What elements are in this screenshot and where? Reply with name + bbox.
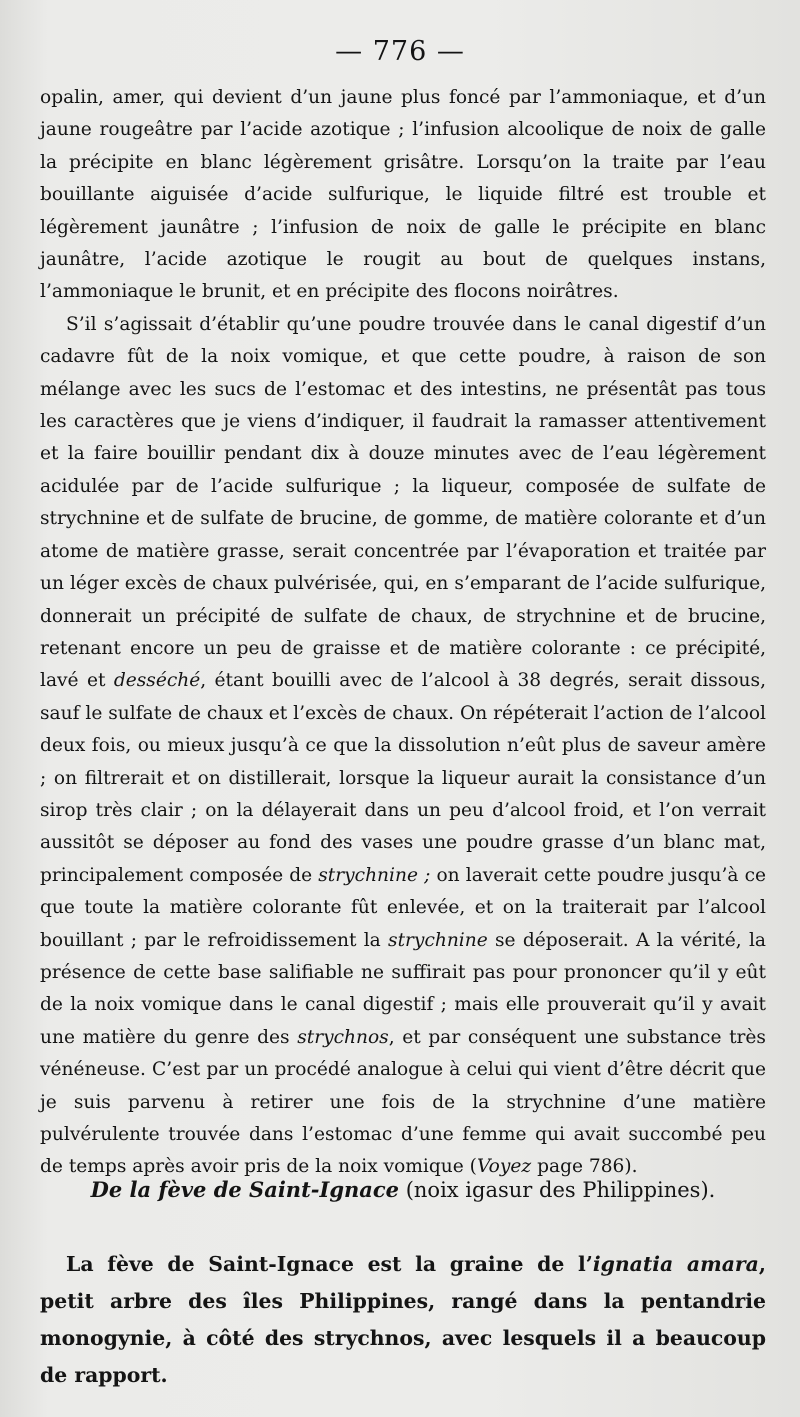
italic-term: strychnine ; [318,864,431,886]
section-heading-subtitle: (noix igasur des Philippines). [399,1178,716,1202]
italic-term: strychnos [297,1026,389,1048]
text-run: S’il s’agissait d’établir qu’une poudre trouvée dans le canal digestif d’un cadavre fût de la noix vomique, et que cette poudre, à raison de son mélange avec les sucs de l’estomac et des intestins, ne présentât pas tous les caractères que je viens d’indiquer, il faudrait la ramasser attentivement et la faire bouillir pendant dix à douze minutes avec de l’eau légèrement acidulée par de l’acide sulfurique ; la liqueur, composée de sulfate de strychnine et de sulfate de brucine, de gomme, de matière colorante et d’un atome de matière grasse, serait concentrée par l’évaporation et traitée par un léger excès de chaux pulvérisée, qui, en s’emparant de l’acide sulfurique, donnerait un précipité de sulfate de chaux, de strychnine et de brucine, retenant encore un peu de graisse et de matière colorante : ce précipité, lavé et [40,313,766,692]
text-run: , petit arbre des îles Philippines, rangé dans la pentandrie monogynie, à côté des strychnos, avec lesquels il a beaucoup de rapport. [40,1252,766,1387]
section-paragraph [40,1246,766,1394]
italic-term: desséché [113,670,201,692]
section-heading-title: De la fève de Saint-Ignace [90,1177,400,1202]
section-heading [40,1170,766,1210]
page-number: — 776 — [335,36,465,67]
italic-term: strychnine [388,929,488,951]
text-run: on laverait cette poudre jusqu’à ce que toute la matière colorante fût enlevée, et on la traiterait par l’alcool bouillant ; par le refroidissement la [40,864,766,951]
paragraph-continued: opalin, amer, qui devient d’un jaune plus foncé par l’ammoniaque, et d’un jaune rougeâtre par l’acide azotique ; l’infusion alcoolique de noix de galle la précipite en blanc légèrement grisâtre. Lorsqu’on la traite par l’eau bouillante aiguisée d’acide sulfurique, le liquide filtré est trouble et légèrement jaunâtre ; l’infusion de noix de galle le précipite en blanc jaunâtre, l’acide azotique le rougit au bout de quelques instans, l’ammoniaque le brunit, et en précipite des flocons noirâtres. [40,87,766,303]
italic-term: ignatia amara [592,1252,759,1276]
italic-term: Voyez [476,1156,532,1178]
text-run: , étant bouilli avec de l’alcool à 38 degrés, serait dissous, sauf le sulfate de chaux et l’excès de chaux. On répéterait l’action de l’alcool deux fois, ou mieux jusqu’à ce que la dissolution n’eût plus de saveur amère ; on filtrerait et on distillerait, lorsque la liqueur aurait la consistance d’un sirop très clair ; on la délayerait dans un peu d’alcool froid, et l’on verrait aussitôt se déposer au fond des vases une poudre grasse d’un blanc mat, principalement composée de [40,670,766,886]
body-text [40,82,766,1184]
text-run: , et par conséquent une substance très vénéneuse. C’est par un procédé analogue à celui qui vient d’être décrit que je suis parvenu à retirer une fois de la strychnine d’une matière pulvérulente trouvée dans l’estomac d’une femme qui avait succombé peu de temps après avoir pris de la noix vomique ( [40,1026,766,1178]
text-run: La fève de Saint-Ignace est la graine de l’ [66,1252,593,1276]
paragraph-strychnine-extraction [40,309,766,1184]
text-run: page 786). [531,1156,638,1178]
text-run: se déposerait. A la vérité, la présence de cette base salifiable ne suffirait pas pour prononcer qu’il y eût de la noix vomique dans le canal digestif ; mais elle prouverait qu’il y avait une matière du genre des [40,929,766,1048]
